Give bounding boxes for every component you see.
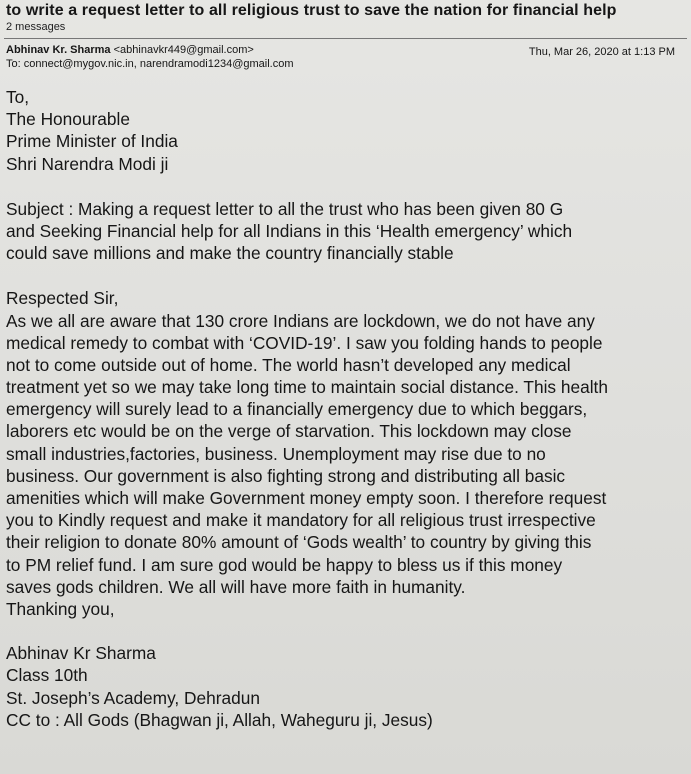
paragraph-line: laborers etc would be on the verge of starvation. This lockdown may close [6,421,572,442]
message-count: 2 messages [6,21,66,33]
paragraph-line: their religion to donate 80% amount of ‘Gods wealth’ to country by giving this [6,532,592,553]
letter-subject-line: Subject : Making a request letter to all the trust who has been given 80 G [6,198,564,219]
recipients-line: To: connect@mygov.nic.in, narendramodi1234@gmail.com [6,58,294,70]
letter-subject-line: could save millions and make the country financially stable [6,243,454,264]
salutation: Respected Sir, [6,288,119,309]
spacer [6,264,686,287]
paragraph-line: treatment yet so we may take long time to maintain social distance. This health [6,377,608,398]
sender-email: <abhinavkr449@gmail.com> [113,44,254,56]
address-line: The Honourable [6,109,130,130]
letter-subject-line: and Seeking Financial help for all Indians in this ‘Health emergency’ which [6,220,573,241]
paragraph-line: you to Kindly request and make it mandatory for all religious trust irrespective [6,510,596,531]
paragraph-line: medical remedy to combat with ‘COVID-19’. I saw you folding hands to people [6,332,603,353]
signature-school: St. Joseph’s Academy, Dehradun [6,687,260,708]
closing: Thanking you, [6,598,115,619]
cc-line: CC to : All Gods (Bhagwan ji, Allah, Waheguru ji, Jesus) [6,709,433,730]
email-date: Thu, Mar 26, 2020 at 1:13 PM [528,46,675,58]
sender-line [6,44,254,56]
paragraph-line: amenities which will make Government money empty soon. I therefore request [6,488,607,508]
paragraph-line: not to come outside out of home. The world hasn’t developed any medical [6,354,571,375]
sender-name: Abhinav Kr. Sharma [6,44,111,56]
paragraph-line: small industries,factories, business. Unemployment may rise due to no [6,443,546,464]
spacer [6,175,686,198]
letter-body [6,86,686,731]
address-line: To, [6,87,30,107]
header-divider [4,38,687,39]
address-line: Shri Narendra Modi ji [6,153,169,174]
spacer [6,620,686,642]
address-line: Prime Minister of India [6,131,178,152]
signature-name: Abhinav Kr Sharma [6,643,156,664]
paragraph-line: emergency will surely lead to a financially emergency due to which beggars, [6,399,588,420]
paragraph-line: As we all are aware that 130 crore Indians are lockdown, we do not have any [6,310,595,331]
email-subject: to write a request letter to all religious trust to save the nation for financial help [6,2,617,19]
signature-class: Class 10th [6,665,88,686]
paragraph-line: business. Our government is also fighting strong and distributing all basic [6,465,566,486]
paragraph-line: saves gods children. We all will have more faith in humanity. [6,576,466,597]
paragraph-line: to PM relief fund. I am sure god would be happy to bless us if this money [6,554,563,575]
